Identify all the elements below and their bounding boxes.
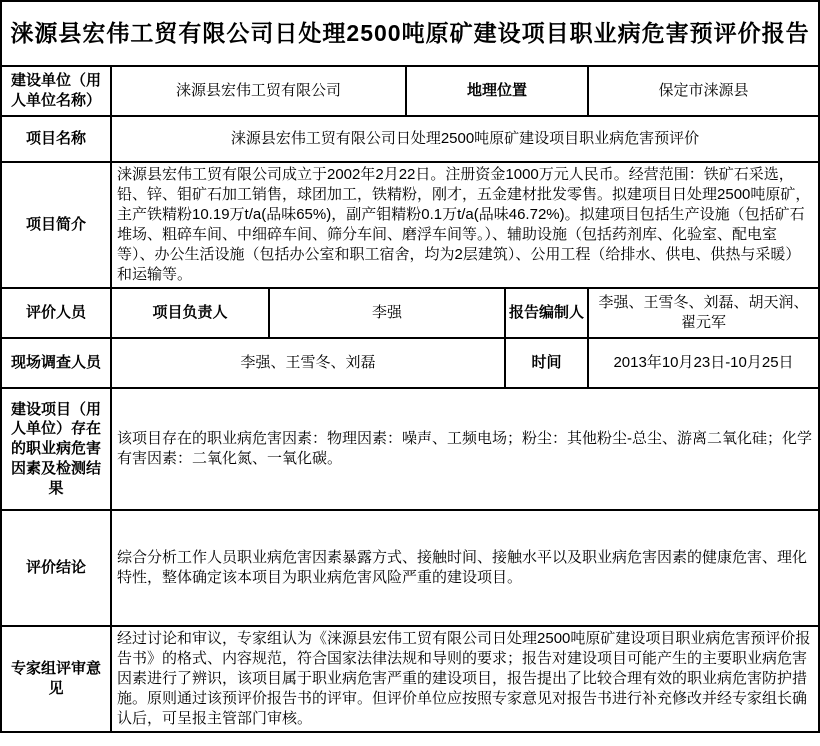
field-label-project-leader: 项目负责人 bbox=[111, 288, 269, 338]
field-label-report-writers: 报告编制人 bbox=[505, 288, 588, 338]
field-value-hazards: 该项目存在的职业病危害因素：物理因素：噪声、工频电场；粉尘：其他粉尘-总尘、游离二氧化硅；化学有害因素：二氧化氮、一氧化碳。 bbox=[111, 388, 819, 510]
field-label-expert-opinion: 专家组评审意见 bbox=[1, 626, 111, 732]
field-value-report-writers: 李强、王雪冬、刘磊、胡天润、翟元军 bbox=[588, 288, 819, 338]
field-label-evaluators: 评价人员 bbox=[1, 288, 111, 338]
field-value-expert-opinion: 经过讨论和审议，专家组认为《涞源县宏伟工贸有限公司日处理2500吨原矿建设项目职业病危害预评价报告书》的格式、内容规范，符合国家法律法规和导则的要求；报告对建设项目可能产生的主要职业病危害因素进行了辨识，该项目属于职业病危害严重的建设项目，报告提出了比较合理有效的职业病危害防护措施。原则通过该预评价报告书的评审。但评价单位应按照专家意见对报告书进行补充修改并经专家组长确认后，可呈报主管部门审核。 bbox=[111, 626, 819, 732]
field-label-conclusion: 评价结论 bbox=[1, 510, 111, 626]
field-value-site-investigators: 李强、王雪冬、刘磊 bbox=[111, 338, 505, 388]
field-value-conclusion: 综合分析工作人员职业病危害因素暴露方式、接触时间、接触水平以及职业病危害因素的健康危害、理化特性，整体确定该本项目为职业病危害风险严重的建设项目。 bbox=[111, 510, 819, 626]
field-label-site-investigators: 现场调查人员 bbox=[1, 338, 111, 388]
field-value-project-name: 涞源县宏伟工贸有限公司日处理2500吨原矿建设项目职业病危害预评价 bbox=[111, 116, 819, 162]
field-label-project-intro: 项目简介 bbox=[1, 162, 111, 288]
field-label-construction-unit: 建设单位（用人单位名称） bbox=[1, 66, 111, 116]
page-title: 涞源县宏伟工贸有限公司日处理2500吨原矿建设项目职业病危害预评价报告 bbox=[1, 1, 819, 66]
field-value-construction-unit: 涞源县宏伟工贸有限公司 bbox=[111, 66, 406, 116]
field-value-time: 2013年10月23日-10月25日 bbox=[588, 338, 819, 388]
field-label-project-name: 项目名称 bbox=[1, 116, 111, 162]
field-label-time: 时间 bbox=[505, 338, 588, 388]
field-label-hazards: 建设项目（用人单位）存在的职业病危害因素及检测结果 bbox=[1, 388, 111, 510]
field-label-location: 地理位置 bbox=[406, 66, 588, 116]
field-value-location: 保定市涞源县 bbox=[588, 66, 819, 116]
field-value-project-leader: 李强 bbox=[269, 288, 505, 338]
field-value-project-intro: 涞源县宏伟工贸有限公司成立于2002年2月22日。注册资金1000万元人民币。经营范围：铁矿石采选，铅、锌、钼矿石加工销售，球团加工，铁精粉，刚才，五金建材批发零售。拟建项目日处理2500吨原矿，主产铁精粉10.19万t/a(品味65%)，副产钼精粉0.1万t/a(品味46.72%)。拟建项目包括生产设施（包括矿石堆场、粗碎车间、中细碎车间、筛分车间、磨浮车间等。）、辅助设施（包括药剂库、化验室、配电室等）、办公生活设施（包括办公室和职工宿舍，均为2层建筑）、公用工程（给排水、供电、供热与采暖）和运输等。 bbox=[111, 162, 819, 288]
